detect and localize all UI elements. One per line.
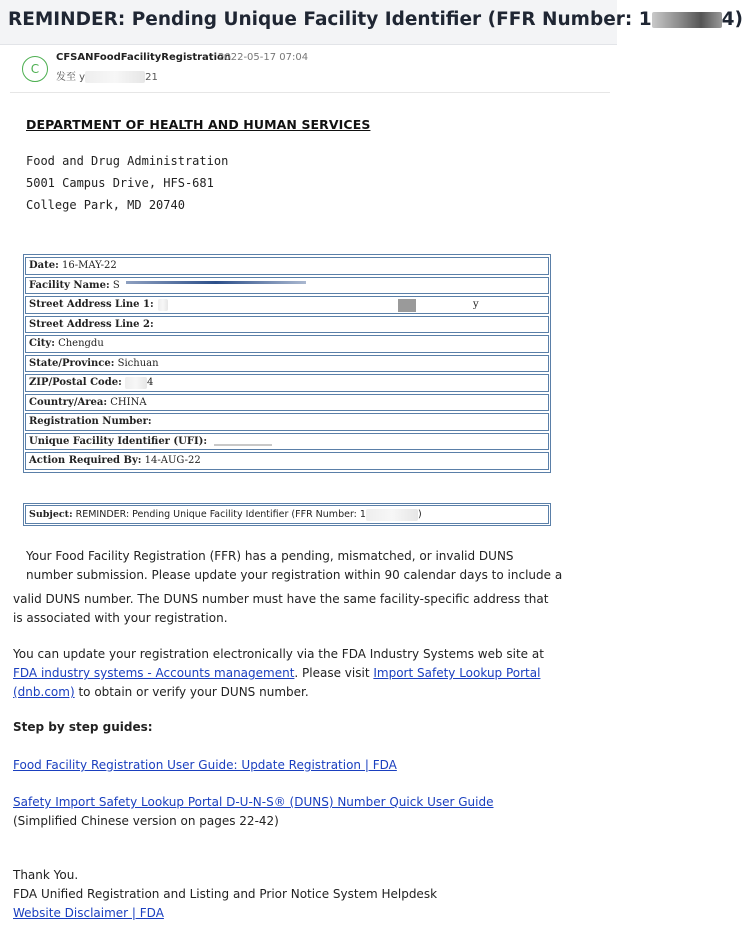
field-label: Country/Area: xyxy=(29,396,108,408)
field-label: Street Address Line 1: xyxy=(29,299,154,310)
table-row xyxy=(25,433,549,451)
field-value: 14-AUG-22 xyxy=(144,455,201,466)
import-safety-lookup-link[interactable]: Import Safety Lookup Portal xyxy=(373,666,541,680)
field-label: Subject: xyxy=(29,509,73,520)
field-label: State/Province: xyxy=(29,357,115,369)
header-divider xyxy=(10,92,610,93)
field-value-suffix: ) xyxy=(417,509,422,520)
text-line: Your Food Facility Registration (FFR) has a pending, mismatched, or invalid DUNS xyxy=(26,549,514,563)
field-label: Facility Name: xyxy=(29,279,110,291)
email-subject xyxy=(8,9,743,30)
field-value: Chengdu xyxy=(58,338,104,349)
address-line-2: 5001 Campus Drive, HFS-681 xyxy=(26,176,214,190)
redacted-block xyxy=(85,71,145,83)
steps-heading: Step by step guides: xyxy=(13,720,153,734)
redacted-block xyxy=(398,299,416,312)
dnb-link[interactable]: (dnb.com) xyxy=(13,685,75,699)
table-row xyxy=(25,394,549,412)
table-row xyxy=(25,374,549,392)
redacted-block xyxy=(652,12,722,28)
redacted-block xyxy=(214,444,272,446)
field-label: Unique Facility Identifier (UFI): xyxy=(29,435,208,447)
table-row xyxy=(25,316,549,334)
table-row xyxy=(25,257,549,275)
body-paragraph-1a xyxy=(26,547,562,585)
field-label: Date: xyxy=(29,260,59,271)
recipient-suffix: 21 xyxy=(145,72,158,83)
text-line: You can update your registration electronically via the FDA Industry Systems web site at xyxy=(13,647,544,661)
table-row xyxy=(25,277,549,295)
field-label: ZIP/Postal Code: xyxy=(29,377,122,388)
field-value: y xyxy=(473,299,479,310)
closing-block xyxy=(13,866,437,923)
redacted-block xyxy=(126,281,306,284)
field-value: S xyxy=(112,279,120,291)
table-row xyxy=(25,296,549,314)
field-value: CHINA xyxy=(110,396,147,408)
address-line-1: Food and Drug Administration xyxy=(26,154,229,168)
recipient-line[interactable] xyxy=(56,68,158,83)
subject-table xyxy=(23,503,551,526)
field-label: Action Required By: xyxy=(29,455,142,466)
field-label: Street Address Line 2: xyxy=(29,318,154,330)
recipient-prefix: 发至 y xyxy=(56,72,86,83)
table-row xyxy=(25,413,549,431)
fda-industry-systems-link[interactable]: FDA industry systems - Accounts management xyxy=(13,666,295,680)
sender-name[interactable]: CFSANFoodFacilityRegistration xyxy=(56,52,231,63)
facility-info-table xyxy=(23,254,551,473)
redacted-block xyxy=(366,509,418,521)
guide-2 xyxy=(13,793,494,831)
field-value: 4 xyxy=(146,377,154,388)
text-line xyxy=(13,664,544,683)
sender-avatar[interactable]: C xyxy=(22,56,48,82)
field-label: Registration Number: xyxy=(29,416,152,427)
field-label: City: xyxy=(29,338,55,349)
helpdesk-line: FDA Unified Registration and Listing and Prior Notice System Helpdesk xyxy=(13,887,438,901)
table-row xyxy=(25,335,549,353)
text-line: number submission. Please update your registration within 90 calendar days to include a xyxy=(26,568,563,582)
email-subject-suffix: 4) xyxy=(721,9,743,30)
sender-block xyxy=(10,48,610,88)
table-row xyxy=(25,452,549,470)
ffr-user-guide-link[interactable]: Food Facility Registration User Guide: Update Registration | FDA xyxy=(13,758,397,772)
field-value: Sichuan xyxy=(117,357,159,369)
email-subject-text: REMINDER: Pending Unique Facility Identifier (FFR Number: 1 xyxy=(8,9,652,30)
redacted-block xyxy=(125,377,147,389)
text-fragment: . Please visit xyxy=(294,666,374,680)
duns-quick-guide-link[interactable]: Safety Import Safety Lookup Portal D-U-N-S® (DUNS) Number Quick User Guide xyxy=(13,795,494,809)
text-line: valid DUNS number. The DUNS number must have the same facility-specific address that xyxy=(13,592,549,606)
redacted-block xyxy=(158,299,168,311)
text-line xyxy=(13,683,544,702)
department-heading: DEPARTMENT OF HEALTH AND HUMAN SERVICES xyxy=(26,117,371,132)
text-line: is associated with your registration. xyxy=(13,611,228,625)
body-paragraph-2 xyxy=(13,645,544,702)
guide-note: (Simplified Chinese version on pages 22-42) xyxy=(13,814,279,828)
table-row xyxy=(25,355,549,373)
field-value: 16-MAY-22 xyxy=(62,260,117,271)
body-paragraph-1b xyxy=(13,590,548,628)
thanks-line: Thank You. xyxy=(13,868,79,882)
address-line-3: College Park, MD 20740 xyxy=(26,198,185,212)
guide-1 xyxy=(13,756,397,775)
sent-time: 2022-05-17 07:04 xyxy=(218,52,309,63)
table-row xyxy=(25,505,549,524)
field-value: REMINDER: Pending Unique Facility Identifier (FFR Number: 1 xyxy=(75,509,366,520)
text-fragment: to obtain or verify your DUNS number. xyxy=(74,685,309,699)
website-disclaimer-link[interactable]: Website Disclaimer | FDA xyxy=(13,906,164,920)
email-subject-bar xyxy=(0,0,743,45)
